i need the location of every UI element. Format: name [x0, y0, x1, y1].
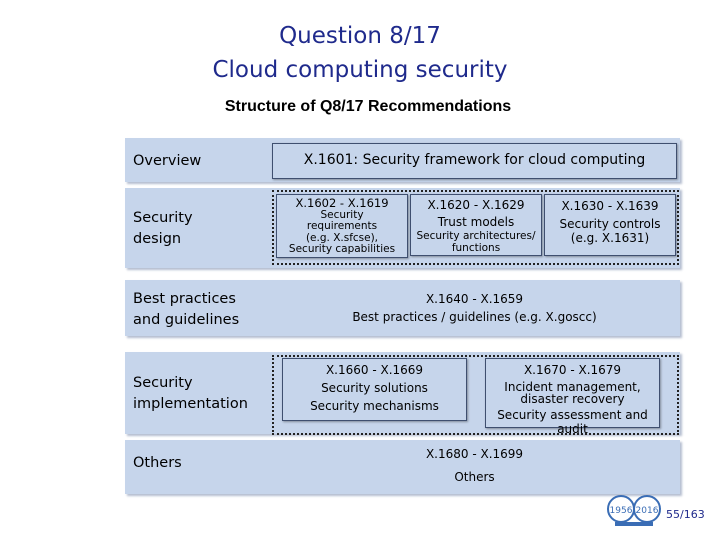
box-text: Security architectures/ — [416, 230, 536, 242]
page-number — [666, 508, 705, 521]
row-label-line: Security — [133, 375, 193, 391]
page-separator: / — [680, 508, 684, 521]
row-label-overview: Overview — [133, 153, 202, 169]
svg-text:1956: 1956 — [609, 506, 633, 516]
x1602-x1619-box — [276, 194, 408, 258]
x1670-x1679-box — [485, 358, 660, 436]
box-text: Security controls — [559, 217, 661, 231]
row-label-line: Best practices — [133, 291, 236, 307]
x1601-box: X.1601: Security framework for cloud computing — [272, 143, 677, 179]
box-text: (e.g. X.1631) — [570, 231, 650, 245]
row-label-others: Others — [133, 455, 182, 471]
title-line-1: Question 8/17 — [279, 23, 441, 49]
box-text: functions — [451, 241, 501, 254]
page-current: 55 — [666, 508, 680, 521]
range-label: X.1670 - X.1679 — [523, 363, 622, 377]
row-label-line: Security — [133, 210, 193, 226]
range-label: X.1602 - X.1619 — [295, 196, 389, 210]
box-text: Security — [320, 208, 364, 221]
box-text: disaster recovery — [520, 392, 625, 406]
title-line-2: Cloud computing security — [212, 57, 508, 83]
row-label-line: and guidelines — [133, 312, 240, 328]
x1680-x1699-range: X.1680 - X.1699 — [425, 447, 524, 461]
box-text: Security solutions — [321, 381, 428, 395]
row-label-security-design — [133, 208, 193, 250]
box-text: Security assessment and audit — [497, 408, 648, 436]
box-text: Incident management, — [504, 380, 641, 394]
row-label-security-implementation — [133, 373, 248, 415]
row-label-best-practices — [133, 289, 239, 331]
subtitle: Structure of Q8/17 Recommendations — [224, 98, 512, 115]
range-label: X.1660 - X.1669 — [325, 363, 424, 377]
box-text: (e.g. X.sfcse), — [305, 231, 379, 244]
x1620-x1629-box — [410, 194, 542, 256]
best-practices-text: Best practices / guidelines (e.g. X.goscc) — [352, 310, 597, 324]
range-label: X.1620 - X.1629 — [427, 198, 525, 212]
box-text: Trust models — [437, 215, 515, 229]
box-text: Security mechanisms — [310, 399, 439, 413]
box-text: Security capabilities — [288, 243, 396, 255]
x1630-x1639-box — [544, 194, 676, 256]
page-total: 163 — [683, 508, 705, 521]
others-text: Others — [454, 470, 495, 484]
svg-text:2016: 2016 — [635, 506, 659, 516]
x1660-x1669-box — [282, 358, 467, 421]
range-label: X.1630 - X.1639 — [561, 199, 659, 213]
row-label-line: implementation — [133, 396, 248, 412]
box-text: requirements — [306, 220, 378, 232]
x1640-x1659-range: X.1640 - X.1659 — [425, 292, 524, 306]
itu-anniversary-logo-icon — [605, 493, 663, 527]
row-label-line: design — [133, 231, 182, 247]
